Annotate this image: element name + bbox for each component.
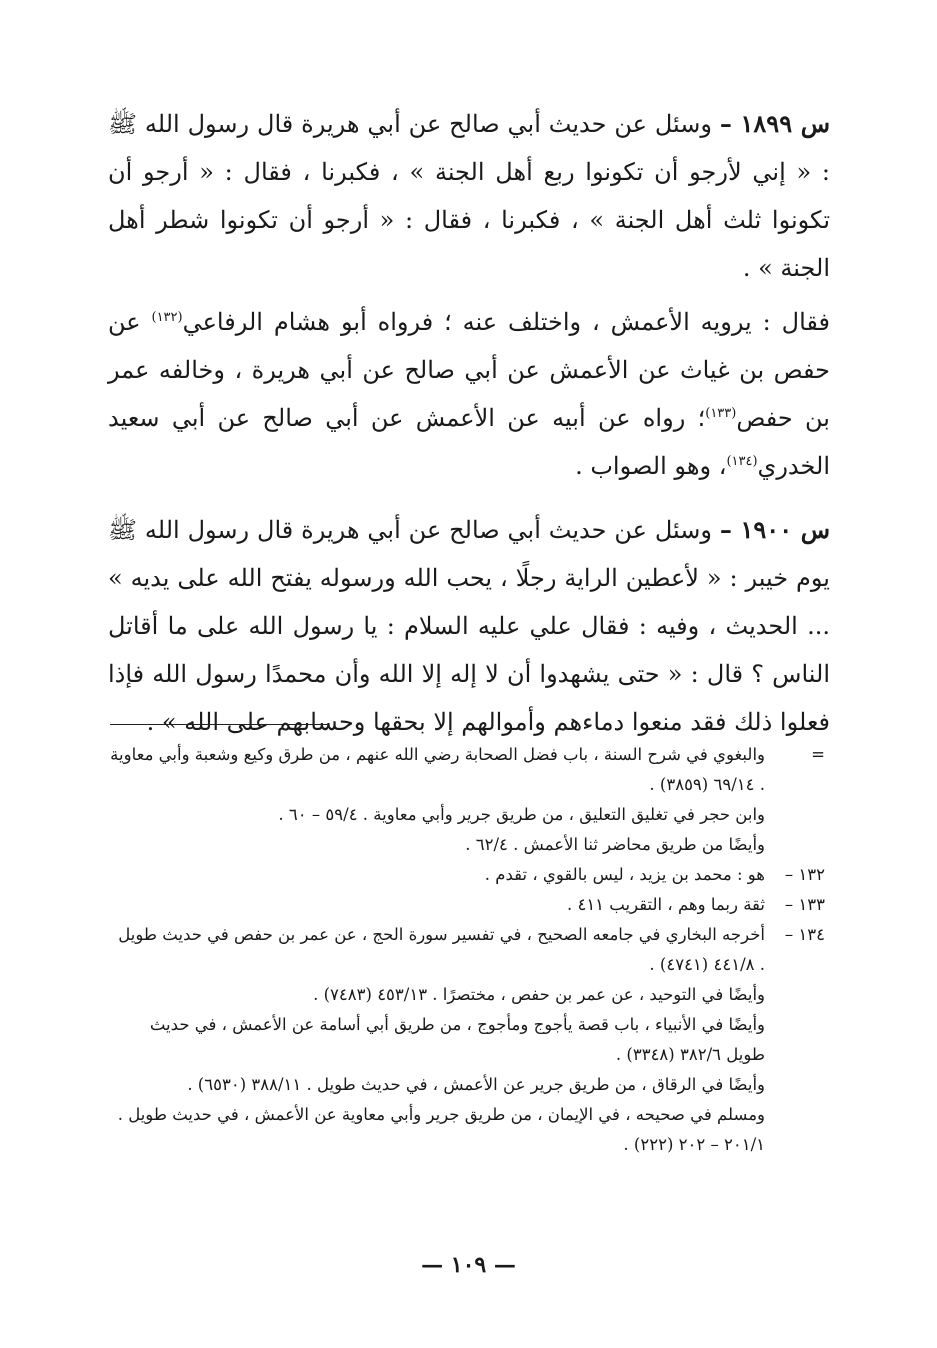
footnote-line: وأيضًا في التوحيد ، عن عمر بن حفص ، مختصرًا . ٤٥٣/١٣ (٧٤٨٣) . bbox=[313, 985, 765, 1004]
answer-1899 bbox=[108, 298, 830, 490]
question-text: وسئل عن حديث أبي صالح عن أبي هريرة قال رسول الله ﷺ يوم خيبر : « لأعطين الراية رجلًا ، يحب الله ورسوله يفتح الله على يديه » ... الحديث ، وفيه : فقال علي عليه السلام : يا رسول الله على ما أقاتل الناس ؟ قال : « حتى يشهدوا أن لا إله إلا الله وأن محمدًا رسول الله فإذا فعلوا ذلك فقد منعوا دماءهم وأموالهم إلا بحقها وحسابهم على الله » . bbox=[108, 516, 830, 736]
answer-text-part: فقال : يرويه الأعمش ، واختلف عنه ؛ فرواه أبو هشام الرفاعي bbox=[182, 308, 830, 336]
footnote-continuation bbox=[108, 740, 825, 800]
footnote-line: وأيضًا في الرقاق ، من طريق جرير عن الأعمش ، في حديث طويل . ٣٨٨/١١ (٦٥٣٠) . bbox=[187, 1075, 765, 1094]
footnote-133 bbox=[108, 890, 825, 920]
question-1899 bbox=[108, 100, 830, 292]
answer-text-part: ، وهو الصواب . bbox=[575, 452, 727, 480]
footnote-line: ثقة ربما وهم ، التقريب ٤١١ . bbox=[566, 895, 765, 914]
footnote-134-line bbox=[108, 1010, 825, 1070]
footnote-ref-132[interactable]: (١٣٢) bbox=[151, 310, 183, 325]
footnote-line: والبغوي في شرح السنة ، باب فضل الصحابة رضي الله عنهم ، من طرق وكيع وشعبة وأبي معاوية . ٦٩/١٤ (٣٨٥٩) . bbox=[110, 745, 765, 794]
footnote-continuation-line bbox=[108, 800, 825, 830]
footnote-divider bbox=[110, 724, 328, 725]
question-number: س ١٨٩٩ – bbox=[719, 109, 830, 138]
question-text: وسئل عن حديث أبي صالح عن أبي هريرة قال رسول الله ﷺ : « إني لأرجو أن تكونوا ربع أهل الجنة » ، فكبرنا ، فقال : « أرجو أن تكونوا ثلث أهل الجنة » ، فكبرنا ، فقال : « أرجو أن تكونوا شطر أهل الجنة » . bbox=[108, 110, 830, 282]
footnote-number: ١٣٤ – bbox=[784, 925, 825, 944]
footnote-134-line bbox=[108, 1100, 825, 1160]
footnote-number: ١٣٢ – bbox=[784, 865, 825, 884]
page-number: — ١٠٩ — bbox=[421, 1252, 516, 1278]
footnote-ref-133[interactable]: (١٣٣) bbox=[705, 406, 737, 421]
continuation-mark: = bbox=[811, 745, 825, 764]
footnotes bbox=[108, 740, 825, 1160]
question-1900 bbox=[108, 506, 830, 746]
main-text bbox=[108, 100, 830, 752]
footnote-134-line bbox=[108, 1070, 825, 1100]
footnote-134 bbox=[108, 920, 825, 980]
footnote-continuation-line bbox=[108, 830, 825, 860]
footnote-line: أخرجه البخاري في جامعه الصحيح ، في تفسير سورة الحج ، عن عمر بن حفص في حديث طويل . ٤٤١/٨ (٤٧٤١) . bbox=[118, 925, 765, 974]
answer-text-part: ؛ رواه عن أبيه عن الأعمش عن أبي صالح عن أبي سعيد الخدري bbox=[108, 404, 830, 480]
footnote-line: وابن حجر في تغليق التعليق ، من طريق جرير وأبي معاوية . ٥٩/٤ – ٦٠ . bbox=[278, 805, 765, 824]
footnote-number: ١٣٣ – bbox=[784, 895, 825, 914]
answer-text-part: عن حفص بن غياث عن الأعمش عن أبي صالح عن أبي هريرة ، وخالفه عمر بن حفص bbox=[108, 308, 830, 432]
footnote-line: وأيضًا من طريق محاضر ثنا الأعمش . ٦٢/٤ . bbox=[465, 835, 765, 854]
footnote-line: هو : محمد بن يزيد ، ليس بالقوي ، تقدم . bbox=[484, 865, 765, 884]
footnote-134-line bbox=[108, 980, 825, 1010]
footnote-ref-134[interactable]: (١٣٤) bbox=[726, 454, 758, 469]
footnote-line: ومسلم في صحيحه ، في الإيمان ، من طريق جرير وأبي معاوية عن الأعمش ، في حديث طويل . ٢٠١/١ – ٢٠٢ (٢٢٢) . bbox=[117, 1105, 765, 1154]
footnote-line: وأيضًا في الأنبياء ، باب قصة يأجوج ومأجوج ، من طريق أبي أسامة عن الأعمش ، في حديث طويل ٣٨٢/٦ (٣٣٤٨) . bbox=[149, 1015, 765, 1064]
question-number: س ١٩٠٠ – bbox=[719, 515, 830, 544]
footnote-132 bbox=[108, 860, 825, 890]
